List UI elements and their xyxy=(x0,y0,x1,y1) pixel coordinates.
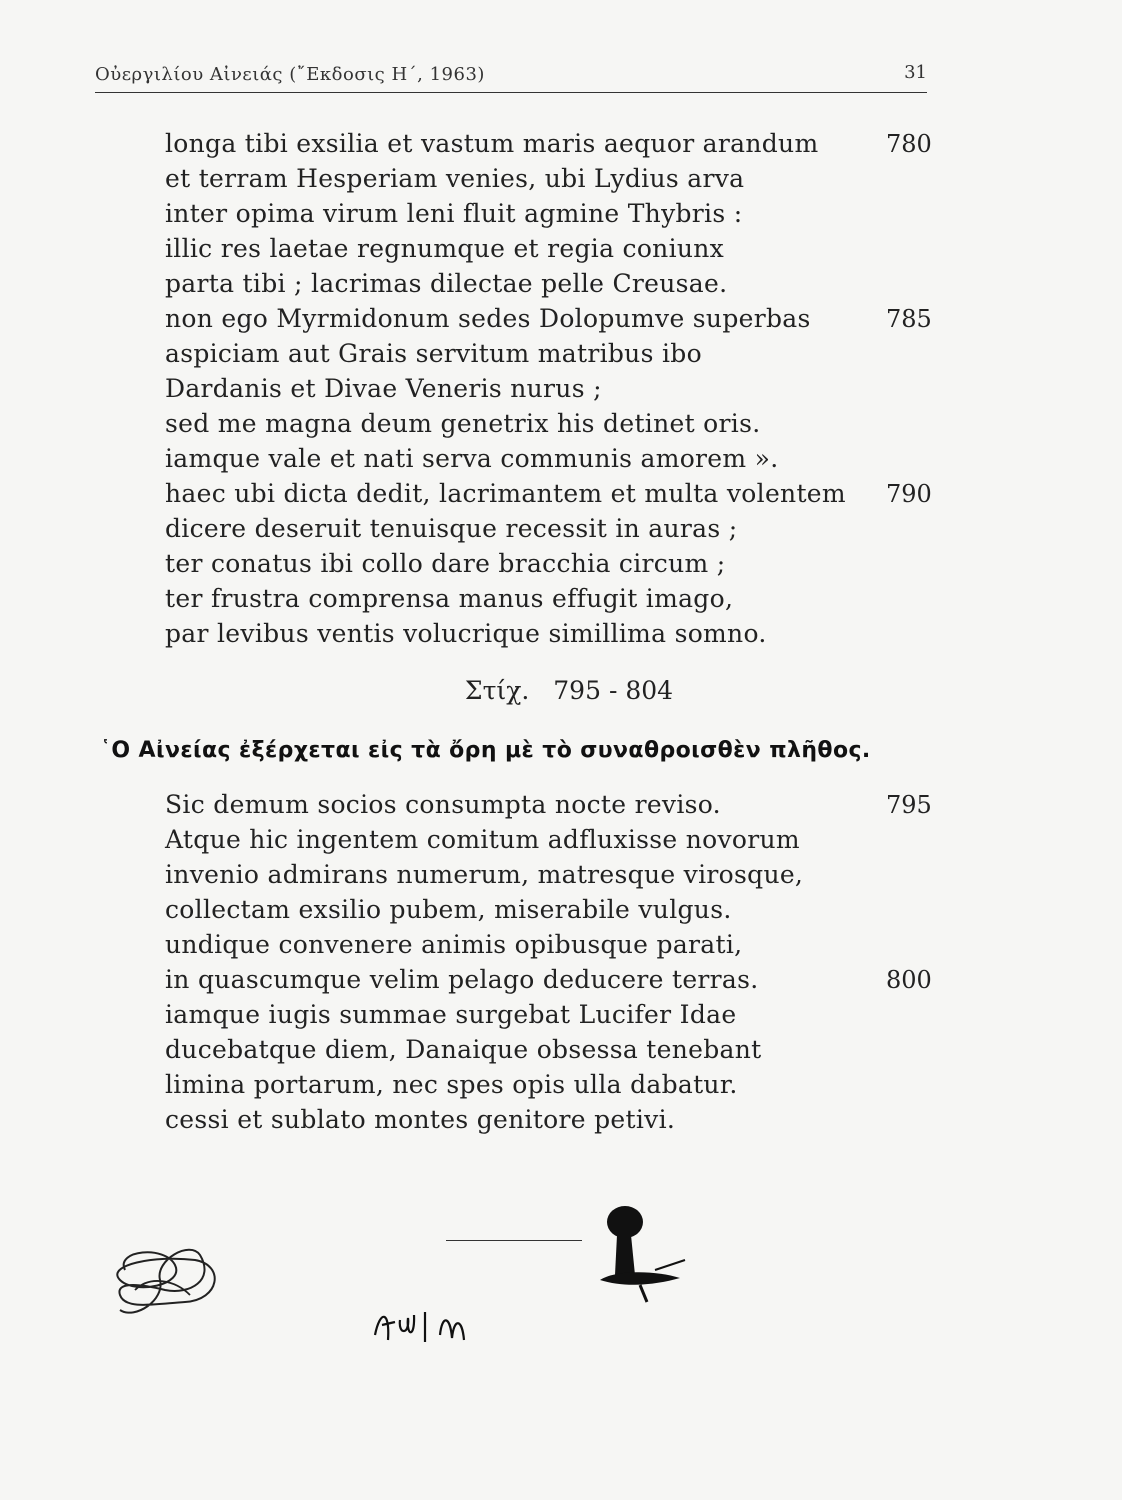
running-title: Οὐεργιλίου Αἰνειάς (῎Εκδοσις Η΄, 1963) xyxy=(95,64,485,85)
verse-range-heading xyxy=(0,676,1122,705)
verse-line: ducebatque diem, Danaique obsessa tenebant xyxy=(165,1035,762,1064)
end-rule xyxy=(446,1240,582,1241)
line-number: 780 xyxy=(886,130,932,158)
page-number: 31 xyxy=(904,62,927,83)
page-header xyxy=(95,58,927,93)
line-number: 790 xyxy=(886,480,932,508)
verse-line: ter frustra comprensa manus effugit imago, xyxy=(165,584,734,613)
verse-line: non ego Myrmidonum sedes Dolopumve superbas xyxy=(165,304,811,333)
handwritten-note xyxy=(370,1300,490,1350)
verse-line: cessi et sublato montes genitore petivi. xyxy=(165,1105,676,1134)
verse-range-value: 795 - 804 xyxy=(553,676,674,705)
verse-line: illic res laetae regnumque et regia coniunx xyxy=(165,234,725,263)
verse-line: haec ubi dicta dedit, lacrimantem et multa volentem xyxy=(165,479,846,508)
verse-range-label: Στίχ. xyxy=(464,676,530,705)
line-number: 795 xyxy=(886,791,932,819)
handwritten-signature-icon xyxy=(370,1300,490,1350)
verse-line: sed me magna deum genetrix his detinet oris. xyxy=(165,409,761,438)
ink-blot-icon xyxy=(595,1200,690,1310)
verse-line: invenio admirans numerum, matresque virosque, xyxy=(165,860,804,889)
verse-line: longa tibi exsilia et vastum maris aequor arandum xyxy=(165,129,819,158)
verse-line: iamque iugis summae surgebat Lucifer Idae xyxy=(165,1000,737,1029)
section-title: ῾Ο Αἰνείας ἐξέρχεται εἰς τὰ ὄρη μὲ τὸ συναθροισθὲν πλῆθος. xyxy=(100,738,871,763)
verse-line: par levibus ventis volucrique simillima somno. xyxy=(165,619,767,648)
verse-line: undique convenere animis opibusque parati, xyxy=(165,930,743,959)
verse-line: limina portarum, nec spes opis ulla dabatur. xyxy=(165,1070,738,1099)
verse-line: ter conatus ibi collo dare bracchia circum ; xyxy=(165,549,726,578)
verse-line: in quascumque velim pelago deducere terras. xyxy=(165,965,759,994)
line-number: 785 xyxy=(886,305,932,333)
verse-line: collectam exsilio pubem, miserabile vulgus. xyxy=(165,895,732,924)
scribble-icon xyxy=(105,1240,235,1330)
verse-line: Dardanis et Divae Veneris nurus ; xyxy=(165,374,602,403)
verse-line: inter opima virum leni fluit agmine Thybris : xyxy=(165,199,743,228)
verse-line: Atque hic ingentem comitum adfluxisse novorum xyxy=(165,825,800,854)
verse-line: iamque vale et nati serva communis amorem ». xyxy=(165,444,779,473)
line-number: 800 xyxy=(886,966,932,994)
verse-line: et terram Hesperiam venies, ubi Lydius arva xyxy=(165,164,745,193)
verse-line: dicere deseruit tenuisque recessit in auras ; xyxy=(165,514,738,543)
verse-line: Sic demum socios consumpta nocte reviso. xyxy=(165,790,721,819)
verse-line: parta tibi ; lacrimas dilectae pelle Creusae. xyxy=(165,269,728,298)
verse-line: aspiciam aut Grais servitum matribus ibo xyxy=(165,339,702,368)
